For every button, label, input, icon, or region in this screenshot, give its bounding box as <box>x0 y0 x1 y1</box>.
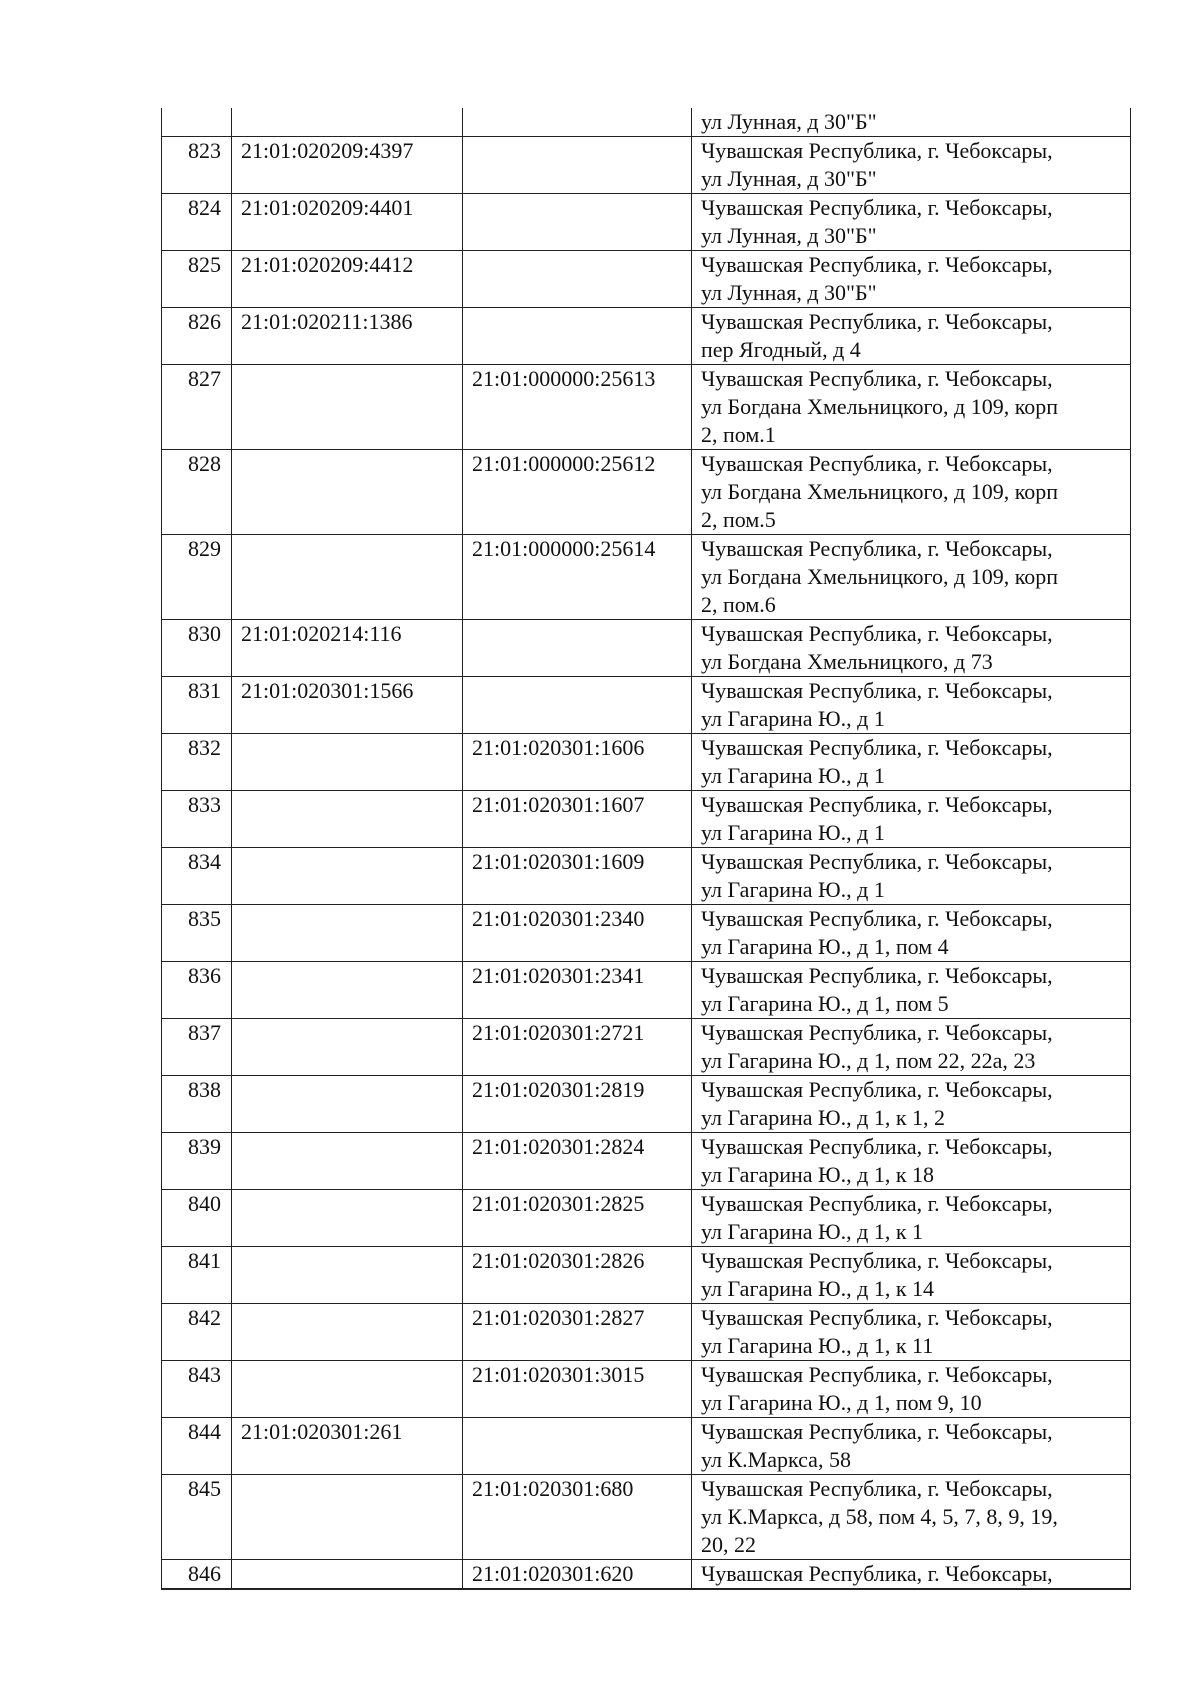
cadastral-object-cell: 21:01:020301:3015 <box>463 1361 692 1418</box>
table-row <box>162 535 1131 620</box>
cadastral-object-cell: 21:01:000000:25612 <box>463 450 692 535</box>
table-row <box>162 620 1131 677</box>
address-line: ул Лунная, д 30"Б" <box>701 109 877 134</box>
address-cell <box>692 905 1131 962</box>
row-number-cell: 829 <box>162 535 232 620</box>
address-line: 2, пом.6 <box>701 592 776 617</box>
cadastral-object-cell: 21:01:020301:1609 <box>463 848 692 905</box>
address-line: ул Лунная, д 30"Б" <box>701 166 877 191</box>
row-number-cell: 833 <box>162 791 232 848</box>
address-cell <box>692 734 1131 791</box>
cadastral-object-cell: 21:01:000000:25614 <box>463 535 692 620</box>
address-line: ул Богдана Хмельницкого, д 109, корп <box>701 479 1059 504</box>
address-line: Чувашская Республика, г. Чебоксары, <box>701 1362 1053 1387</box>
address-line: ул Гагарина Ю., д 1, к 14 <box>701 1276 935 1301</box>
table-row <box>162 677 1131 734</box>
address-line: Чувашская Республика, г. Чебоксары, <box>701 906 1053 931</box>
table-row <box>162 905 1131 962</box>
address-cell <box>692 535 1131 620</box>
row-number-cell: 827 <box>162 365 232 450</box>
row-number-cell: 846 <box>162 1560 232 1590</box>
cadastral-object-cell <box>463 1418 692 1475</box>
row-number-cell: 842 <box>162 1304 232 1361</box>
address-line: Чувашская Республика, г. Чебоксары, <box>701 1561 1053 1586</box>
address-cell <box>692 1560 1131 1590</box>
address-line: ул К.Маркса, д 58, пом 4, 5, 7, 8, 9, 19, <box>701 1504 1058 1529</box>
cadastral-land-cell: 21:01:020209:4397 <box>232 137 463 194</box>
cadastral-object-cell: 21:01:020301:2340 <box>463 905 692 962</box>
cadastral-land-cell <box>232 734 463 791</box>
cadastral-object-cell: 21:01:020301:1606 <box>463 734 692 791</box>
address-line: Чувашская Республика, г. Чебоксары, <box>701 678 1053 703</box>
cadastral-land-cell: 21:01:020301:261 <box>232 1418 463 1475</box>
address-cell <box>692 1190 1131 1247</box>
cadastral-object-cell: 21:01:020301:2819 <box>463 1076 692 1133</box>
row-number-cell: 828 <box>162 450 232 535</box>
cadastral-object-cell <box>463 251 692 308</box>
cadastral-land-cell <box>232 365 463 450</box>
address-cell <box>692 1019 1131 1076</box>
address-cell <box>692 1418 1131 1475</box>
cadastral-land-cell: 21:01:020211:1386 <box>232 308 463 365</box>
cadastral-land-cell <box>232 905 463 962</box>
address-cell <box>692 1247 1131 1304</box>
address-line: ул Лунная, д 30"Б" <box>701 280 877 305</box>
cadastral-land-cell <box>232 962 463 1019</box>
cadastral-object-cell: 21:01:020301:1607 <box>463 791 692 848</box>
cadastral-land-cell <box>232 1304 463 1361</box>
row-number-cell: 826 <box>162 308 232 365</box>
row-number-cell: 844 <box>162 1418 232 1475</box>
cadastral-land-cell <box>232 791 463 848</box>
cadastral-land-cell <box>232 1133 463 1190</box>
address-cell <box>692 620 1131 677</box>
address-line: Чувашская Республика, г. Чебоксары, <box>701 1077 1053 1102</box>
address-line: Чувашская Республика, г. Чебоксары, <box>701 1476 1053 1501</box>
table-row <box>162 1304 1131 1361</box>
row-number-cell: 843 <box>162 1361 232 1418</box>
address-cell <box>692 1304 1131 1361</box>
address-line: ул Богдана Хмельницкого, д 109, корп <box>701 394 1059 419</box>
row-number-cell: 832 <box>162 734 232 791</box>
cadastral-land-cell <box>232 108 463 137</box>
table-row <box>162 251 1131 308</box>
row-number-cell: 830 <box>162 620 232 677</box>
cadastral-land-cell <box>232 848 463 905</box>
address-line: Чувашская Республика, г. Чебоксары, <box>701 1305 1053 1330</box>
address-line: ул Гагарина Ю., д 1 <box>701 820 885 845</box>
address-line: ул Гагарина Ю., д 1 <box>701 763 885 788</box>
address-line: Чувашская Республика, г. Чебоксары, <box>701 963 1053 988</box>
address-line: 2, пом.5 <box>701 507 776 532</box>
cadastral-land-cell: 21:01:020209:4401 <box>232 194 463 251</box>
table-row <box>162 848 1131 905</box>
cadastral-land-cell <box>232 1475 463 1560</box>
row-number-cell: 834 <box>162 848 232 905</box>
address-line: ул Гагарина Ю., д 1, к 11 <box>701 1333 934 1358</box>
address-cell <box>692 677 1131 734</box>
row-number-cell: 838 <box>162 1076 232 1133</box>
address-line: Чувашская Республика, г. Чебоксары, <box>701 1134 1053 1159</box>
address-line: Чувашская Республика, г. Чебоксары, <box>701 138 1053 163</box>
address-line: Чувашская Республика, г. Чебоксары, <box>701 735 1053 760</box>
address-cell <box>692 1361 1131 1418</box>
address-line: Чувашская Республика, г. Чебоксары, <box>701 252 1053 277</box>
address-line: 2, пом.1 <box>701 422 776 447</box>
row-number-cell: 840 <box>162 1190 232 1247</box>
cadastral-object-cell: 21:01:020301:2826 <box>463 1247 692 1304</box>
table-row <box>162 962 1131 1019</box>
address-line: Чувашская Республика, г. Чебоксары, <box>701 1020 1053 1045</box>
row-number-cell: 824 <box>162 194 232 251</box>
table-row <box>162 1133 1131 1190</box>
property-registry-table <box>161 108 1131 1590</box>
cadastral-land-cell: 21:01:020301:1566 <box>232 677 463 734</box>
row-number-cell: 831 <box>162 677 232 734</box>
table-row <box>162 1361 1131 1418</box>
address-line: ул Лунная, д 30"Б" <box>701 223 877 248</box>
address-line: ул Гагарина Ю., д 1, к 1 <box>701 1219 924 1244</box>
table-row <box>162 108 1131 137</box>
cadastral-object-cell <box>463 677 692 734</box>
cadastral-land-cell <box>232 1019 463 1076</box>
table-row <box>162 1418 1131 1475</box>
cadastral-object-cell <box>463 620 692 677</box>
address-line: Чувашская Республика, г. Чебоксары, <box>701 309 1053 334</box>
cadastral-object-cell: 21:01:020301:2825 <box>463 1190 692 1247</box>
table-row <box>162 791 1131 848</box>
address-cell <box>692 308 1131 365</box>
address-line: пер Ягодный, д 4 <box>701 337 861 362</box>
cadastral-object-cell: 21:01:000000:25613 <box>463 365 692 450</box>
address-line: Чувашская Республика, г. Чебоксары, <box>701 1419 1053 1444</box>
cadastral-land-cell <box>232 1190 463 1247</box>
cadastral-land-cell <box>232 1076 463 1133</box>
cadastral-land-cell: 21:01:020214:116 <box>232 620 463 677</box>
address-line: Чувашская Республика, г. Чебоксары, <box>701 792 1053 817</box>
cadastral-object-cell: 21:01:020301:2824 <box>463 1133 692 1190</box>
address-cell <box>692 251 1131 308</box>
address-cell <box>692 137 1131 194</box>
address-line: ул Гагарина Ю., д 1, пом 9, 10 <box>701 1390 982 1415</box>
table-row <box>162 137 1131 194</box>
address-line: Чувашская Республика, г. Чебоксары, <box>701 849 1053 874</box>
address-line: ул Богдана Хмельницкого, д 73 <box>701 649 993 674</box>
address-line: ул Гагарина Ю., д 1, к 1, 2 <box>701 1105 946 1130</box>
cadastral-object-cell: 21:01:020301:2827 <box>463 1304 692 1361</box>
address-line: Чувашская Республика, г. Чебоксары, <box>701 1248 1053 1273</box>
address-cell <box>692 108 1131 137</box>
row-number-cell: 825 <box>162 251 232 308</box>
address-line: Чувашская Республика, г. Чебоксары, <box>701 621 1053 646</box>
address-line: ул Богдана Хмельницкого, д 109, корп <box>701 564 1059 589</box>
address-cell <box>692 365 1131 450</box>
address-line: Чувашская Республика, г. Чебоксары, <box>701 451 1053 476</box>
table-row <box>162 1475 1131 1560</box>
address-cell <box>692 791 1131 848</box>
cadastral-land-cell: 21:01:020209:4412 <box>232 251 463 308</box>
address-line: ул Гагарина Ю., д 1, пом 5 <box>701 991 949 1016</box>
cadastral-object-cell <box>463 137 692 194</box>
cadastral-object-cell: 21:01:020301:680 <box>463 1475 692 1560</box>
cadastral-object-cell <box>463 308 692 365</box>
address-cell <box>692 194 1131 251</box>
address-line: ул Гагарина Ю., д 1, к 18 <box>701 1162 935 1187</box>
address-cell <box>692 962 1131 1019</box>
address-line: Чувашская Республика, г. Чебоксары, <box>701 1191 1053 1216</box>
address-cell <box>692 1133 1131 1190</box>
table-row <box>162 1560 1131 1590</box>
address-cell <box>692 450 1131 535</box>
row-number-cell: 823 <box>162 137 232 194</box>
address-line: ул К.Маркса, 58 <box>701 1447 851 1472</box>
cadastral-object-cell: 21:01:020301:620 <box>463 1560 692 1590</box>
table-row <box>162 1076 1131 1133</box>
cadastral-land-cell <box>232 1361 463 1418</box>
table-row <box>162 194 1131 251</box>
address-line: Чувашская Республика, г. Чебоксары, <box>701 195 1053 220</box>
table-row <box>162 734 1131 791</box>
address-line: 20, 22 <box>701 1532 756 1557</box>
table-row <box>162 365 1131 450</box>
address-line: ул Гагарина Ю., д 1 <box>701 877 885 902</box>
address-line: ул Гагарина Ю., д 1 <box>701 706 885 731</box>
row-number-cell: 836 <box>162 962 232 1019</box>
cadastral-land-cell <box>232 535 463 620</box>
address-line: ул Гагарина Ю., д 1, пом 4 <box>701 934 949 959</box>
table-row <box>162 450 1131 535</box>
cadastral-object-cell: 21:01:020301:2341 <box>463 962 692 1019</box>
table-row <box>162 308 1131 365</box>
table-row <box>162 1019 1131 1076</box>
table-body <box>162 108 1131 1589</box>
row-number-cell: 845 <box>162 1475 232 1560</box>
row-number-cell: 839 <box>162 1133 232 1190</box>
cadastral-object-cell: 21:01:020301:2721 <box>463 1019 692 1076</box>
address-cell <box>692 1475 1131 1560</box>
address-line: ул Гагарина Ю., д 1, пом 22, 22а, 23 <box>701 1048 1036 1073</box>
row-number-cell: 841 <box>162 1247 232 1304</box>
address-line: Чувашская Республика, г. Чебоксары, <box>701 366 1053 391</box>
address-cell <box>692 848 1131 905</box>
address-cell <box>692 1076 1131 1133</box>
table-row <box>162 1190 1131 1247</box>
cadastral-land-cell <box>232 1247 463 1304</box>
cadastral-land-cell <box>232 450 463 535</box>
cadastral-land-cell <box>232 1560 463 1590</box>
cadastral-object-cell <box>463 108 692 137</box>
row-number-cell <box>162 108 232 137</box>
table-row <box>162 1247 1131 1304</box>
address-line: Чувашская Республика, г. Чебоксары, <box>701 536 1053 561</box>
row-number-cell: 837 <box>162 1019 232 1076</box>
row-number-cell: 835 <box>162 905 232 962</box>
cadastral-object-cell <box>463 194 692 251</box>
